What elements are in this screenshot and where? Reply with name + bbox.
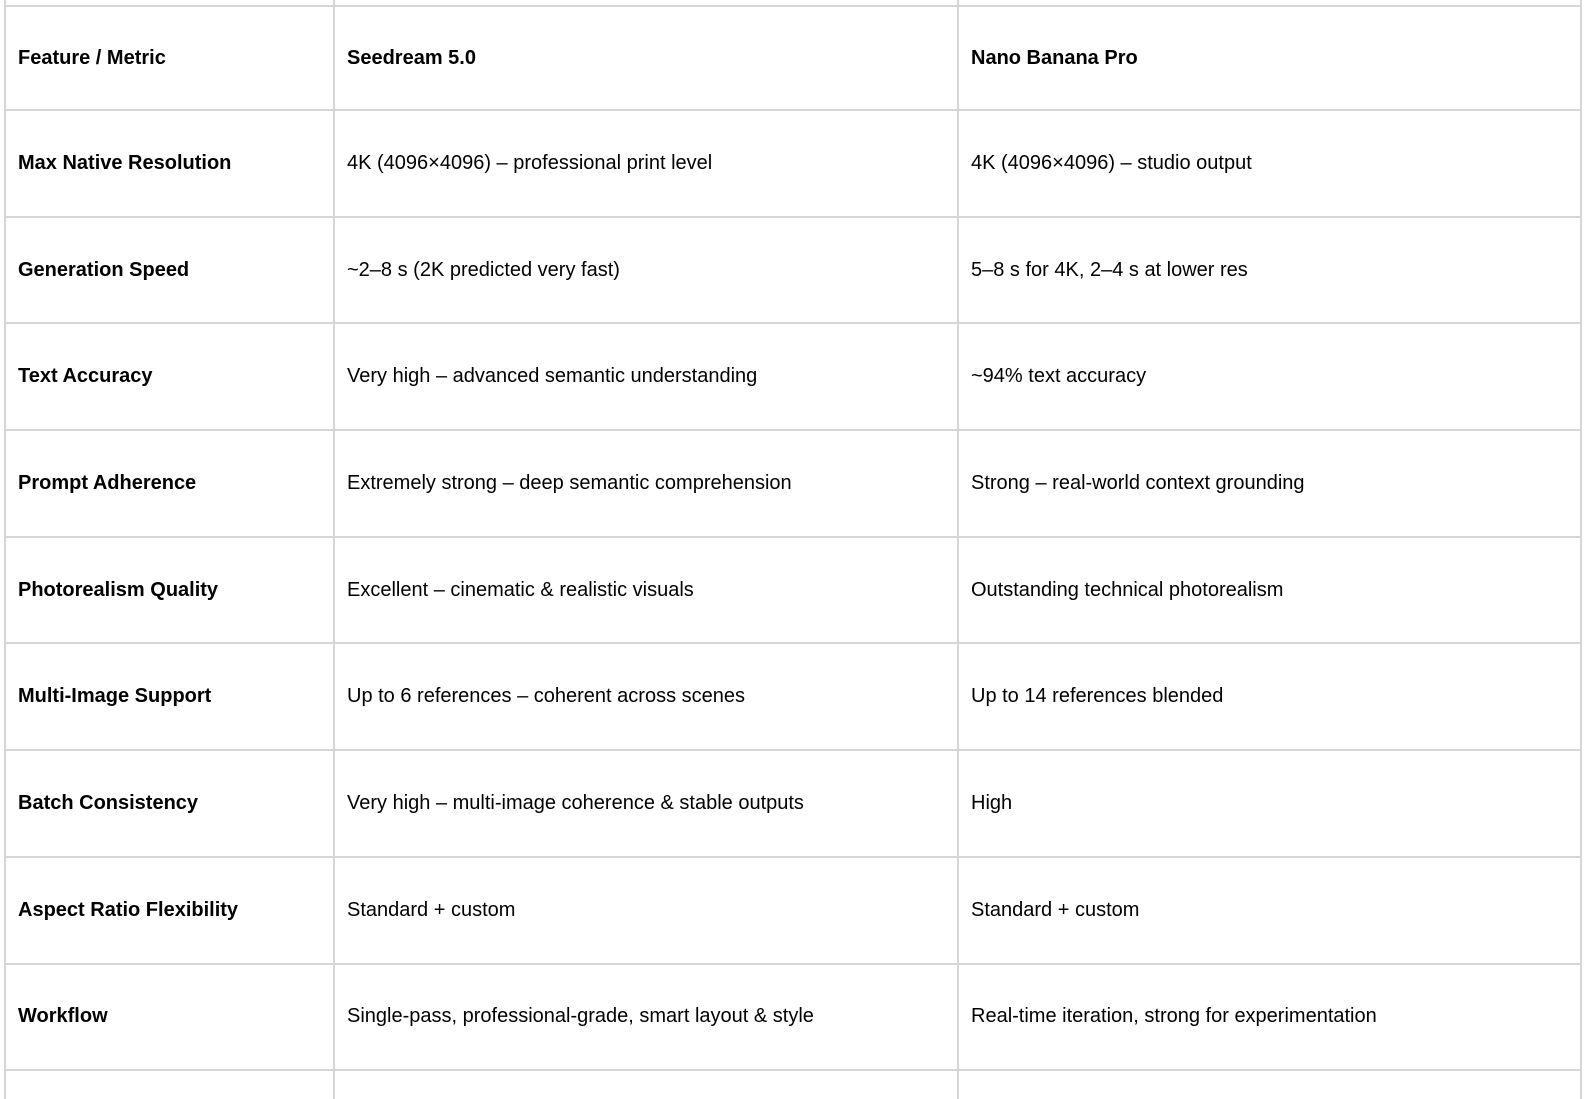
cell-feature: Aspect Ratio Flexibility <box>5 857 334 964</box>
cell-nano-banana: Strong – real-world context grounding <box>958 430 1581 537</box>
table-row-aspect-ratio-flexibility <box>5 857 1581 964</box>
cell-feature: Max Native Resolution <box>5 110 334 217</box>
cell-seedream: 4K (4096×4096) – professional print level <box>334 110 958 217</box>
cell-feature: Generation Speed <box>5 217 334 324</box>
comparison-table <box>4 0 1582 1099</box>
table-row-partial-bottom <box>5 1070 1581 1099</box>
cell-seedream: Up to 6 references – coherent across scenes <box>334 643 958 750</box>
cell-nano-banana: Up to 14 references blended <box>958 643 1581 750</box>
cell-feature: Workflow <box>5 964 334 1071</box>
cell-seedream: Single-pass, professional-grade, smart layout & style <box>334 964 958 1071</box>
column-header-feature-metric: Feature / Metric <box>5 6 334 110</box>
table-row-multi-image-support <box>5 643 1581 750</box>
table-row-photorealism-quality <box>5 537 1581 644</box>
table-header-row <box>5 6 1581 110</box>
table-row-text-accuracy <box>5 323 1581 430</box>
cell-feature: Prompt Adherence <box>5 430 334 537</box>
column-header-seedream: Seedream 5.0 <box>334 6 958 110</box>
cell-feature: Multi-Image Support <box>5 643 334 750</box>
empty-cell <box>5 1070 334 1099</box>
cell-nano-banana: 5–8 s for 4K, 2–4 s at lower res <box>958 217 1581 324</box>
cell-feature: Photorealism Quality <box>5 537 334 644</box>
cell-nano-banana: Real-time iteration, strong for experimentation <box>958 964 1581 1071</box>
cell-seedream: Very high – multi-image coherence & stable outputs <box>334 750 958 857</box>
table-row-generation-speed <box>5 217 1581 324</box>
cell-seedream: Standard + custom <box>334 857 958 964</box>
table-row-max-native-resolution <box>5 110 1581 217</box>
cell-seedream: Very high – advanced semantic understanding <box>334 323 958 430</box>
table-row-prompt-adherence <box>5 430 1581 537</box>
table-row-workflow <box>5 964 1581 1071</box>
cell-nano-banana: Standard + custom <box>958 857 1581 964</box>
column-header-nano-banana-pro: Nano Banana Pro <box>958 6 1581 110</box>
cell-nano-banana: High <box>958 750 1581 857</box>
cell-nano-banana: Outstanding technical photorealism <box>958 537 1581 644</box>
table-row-batch-consistency <box>5 750 1581 857</box>
empty-cell <box>958 1070 1581 1099</box>
cell-nano-banana: ~94% text accuracy <box>958 323 1581 430</box>
cell-nano-banana: 4K (4096×4096) – studio output <box>958 110 1581 217</box>
cell-feature: Text Accuracy <box>5 323 334 430</box>
cell-feature: Batch Consistency <box>5 750 334 857</box>
cell-seedream: Extremely strong – deep semantic comprehension <box>334 430 958 537</box>
cell-seedream: ~2–8 s (2K predicted very fast) <box>334 217 958 324</box>
empty-cell <box>334 1070 958 1099</box>
cell-seedream: Excellent – cinematic & realistic visuals <box>334 537 958 644</box>
